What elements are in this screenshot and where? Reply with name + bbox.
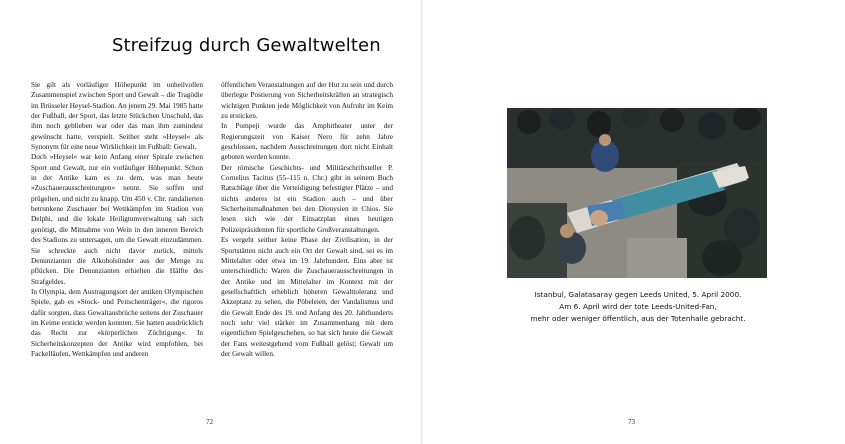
right-page — [423, 0, 845, 444]
page-number-left: 72 — [206, 418, 213, 426]
text-column-right — [221, 80, 393, 359]
caption-line: mehr oder weniger öffentlich, aus der Totenhalle gebracht. — [530, 313, 746, 323]
news-photo — [507, 108, 767, 278]
text-column-left — [31, 80, 203, 359]
paragraph: Doch »Heysel« war kein Anfang einer Spirale zwischen Sport und Gewalt, nur ein vorläufiger Höhepunkt. Schon in der Antike kam es zu dem, was man heute »Zuschauerausschreitungen« nennt. Sie soffen und prügelten, und nicht zu knapp. Um 450 v. Chr. randalierten betrunkene Zuschauer bei Wettkämpfen im Stadion von Delphi, und die lokale Heiligtumverwaltung sah sich genötigt, die Mitnahme von Wein in den inneren Bereich des Stadions zu untersagen, um die Gewalt einzudämmen. Sie schreckte auch nicht davor zurück, mittels Denunzianten die Alkoholsünder aus der Menge zu pflücken. Die Denunzianten erhielten die Hälfte des Strafgeldes. — [31, 153, 203, 286]
caption-line: Istanbul, Galatasaray gegen Leeds United, 5. April 2000. — [534, 290, 742, 299]
photo-caption — [493, 289, 783, 324]
photo-illustration — [507, 108, 767, 278]
page-number-right: 73 — [628, 418, 635, 426]
paragraph: öffentlichen Veranstaltungen auf der Hut zu sein und durch überlegte Postierung von Sicherheitskräften an strategisch wichtigen Punkten jede Möglichkeit von Aufruhr im Keim zu ersticken. — [221, 81, 393, 121]
left-page — [0, 0, 421, 444]
caption-line: Am 6. April wird der tote Leeds-United-Fan, — [559, 301, 717, 311]
paragraph: Der römische Geschichts- und Militärschriftsteller P. Cornelius Tacitus (55–115 n. Chr.) gibt in seinem Buch Ratschläge über die Verteidigung befestigter Plätze – und nichts anderes ist ein Stadion auch – und über Sicherheitsmaßnahmen bei den Dionysien in Chios. Sie lesen sich wie der Einsatzplan eines heutigen Polizeipräsidenten für sportliche Großveranstaltungen. — [221, 163, 393, 234]
paragraph: Es vergeht seither keine Phase der Zivilisation, in der Sportstätten nicht auch ein Ort der Gewalt sind, sei es im Mittelalter oder etwa im 19. Jahrhundert. Eins aber ist unterschiedlich: Waren die Zuschauerausschreitungen in der Antike und im Mittelalter im Kontext mit der gesellschaftlich erheblich höheren Gewalttoleranz und Akzeptanz zu sehen, die Pöbeleien, der Vandalismus und die Gewalt Ende des 19. und Anfang des 20. Jahrhunderts noch sehr viel stärker im Zusammenhang mit dem eigentlichen Spielgeschehen, so hat sich heute die Gewalt der Fans weitestgehend vom Fußball gelöst; Gewalt um der Gewalt willen. — [221, 236, 393, 358]
paragraph: In Pompeji wurde das Amphitheater unter der Regierungszeit von Kaiser Nero für zehn Jahre geschlossen, nachdem Ausschreitungen dort nicht Einhalt geboten werden konnte. — [221, 122, 393, 162]
chapter-title: Streifzug durch Gewaltwelten — [112, 35, 381, 56]
paragraph: In Olympia, dem Austragungsort der antiken Olympischen Spiele, gab es »Stock- und Peitschenträger«, die rigoros dafür sorgten, dass Gewaltausbrüche seitens der Zuschauer im Keime erstickt werden konnten. Sie hatten ausdrücklich das Recht zur »körperlichen Züchtigung«. In Sicherheitskonzepten der Antike wird empfohlen, bei Fackelläufen, Wettkämpfen und anderen — [31, 287, 203, 358]
paragraph: Sie gilt als vorläufiger Höhepunkt im unheilvollen Zusammenspiel zwischen Sport und Gewalt – die Tragödie im Brüsseler Heysel-Stadion. An jenem 29. Mai 1985 hatte der Fußball, der Sport, das letzte Stückchen Unschuld, das ihm noch geblieben war oder das man ihm zumindest gewünscht hatte, verspielt. Seither steht »Heysel« als Synonym für eine neue Wirklichkeit im Fußball: Gewalt. — [31, 81, 203, 152]
